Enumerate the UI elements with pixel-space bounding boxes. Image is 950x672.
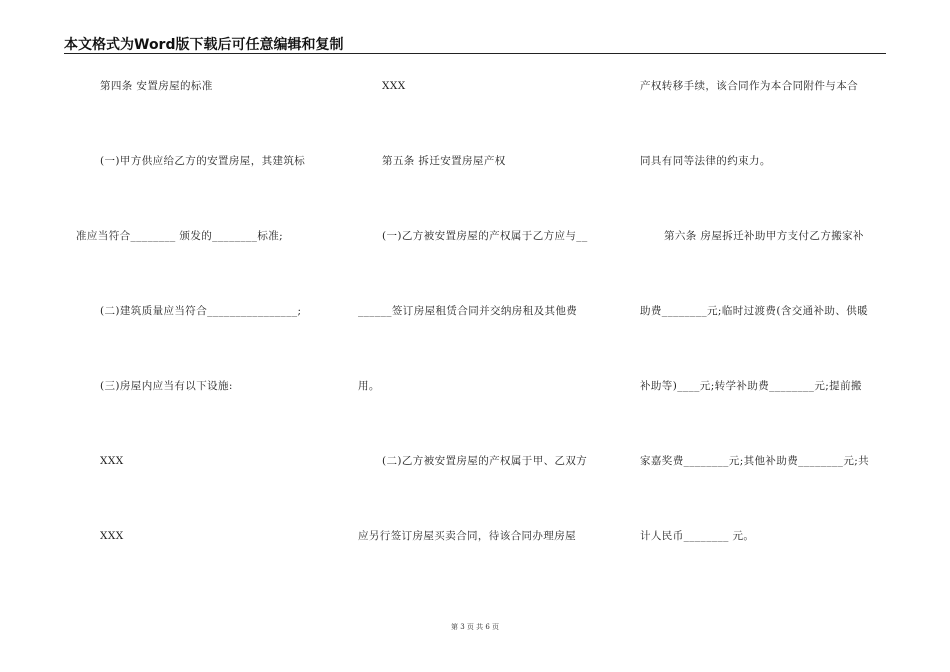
text-line: 家嘉奖费________元;其他补助费________元;共 bbox=[640, 455, 870, 467]
text-line: 计人民币________ 元。 bbox=[640, 530, 755, 542]
text-line: 产权转移手续，该合同作为本合同附件与本合 bbox=[640, 80, 858, 92]
text-line: 助费________元;临时过渡费(含交通补助、供暖 bbox=[640, 305, 869, 317]
text-line: 准应当符合________ 颁发的________标准; bbox=[76, 230, 284, 242]
text-line: 第六条 房屋拆迁补助甲方支付乙方搬家补 bbox=[664, 230, 864, 242]
text-line: 用。 bbox=[358, 380, 380, 392]
text-line: 第五条 拆迁安置房屋产权 bbox=[382, 155, 506, 167]
text-line: 第四条 安置房屋的标准 bbox=[100, 80, 213, 92]
text-line: (三)房屋内应当有以下设施: bbox=[100, 380, 233, 392]
text-line: 补助等)____元;转学补助费________元;提前搬 bbox=[640, 380, 862, 392]
text-line: (一)乙方被安置房屋的产权属于乙方应与__ bbox=[382, 230, 588, 242]
text-line: ______签订房屋租赁合同并交纳房租及其他费 bbox=[358, 305, 578, 317]
document-header-title: 本文格式为Word版下载后可任意编辑和复制 bbox=[64, 37, 344, 53]
text-line: XXX bbox=[100, 455, 124, 467]
text-line: (二)乙方被安置房屋的产权属于甲、乙双方 bbox=[382, 455, 588, 467]
text-line: 应另行签订房屋买卖合同，待该合同办理房屋 bbox=[358, 530, 576, 542]
text-line: 同具有同等法律的约束力。 bbox=[640, 155, 771, 167]
header-divider bbox=[64, 53, 886, 54]
text-line: XXX bbox=[100, 530, 124, 542]
page-number: 第 3 页 共 6 页 bbox=[450, 623, 500, 631]
text-line: (二)建筑质量应当符合________________; bbox=[100, 305, 302, 317]
text-line: XXX bbox=[382, 80, 406, 92]
text-line: (一)甲方供应给乙方的安置房屋，其建筑标 bbox=[100, 155, 306, 167]
